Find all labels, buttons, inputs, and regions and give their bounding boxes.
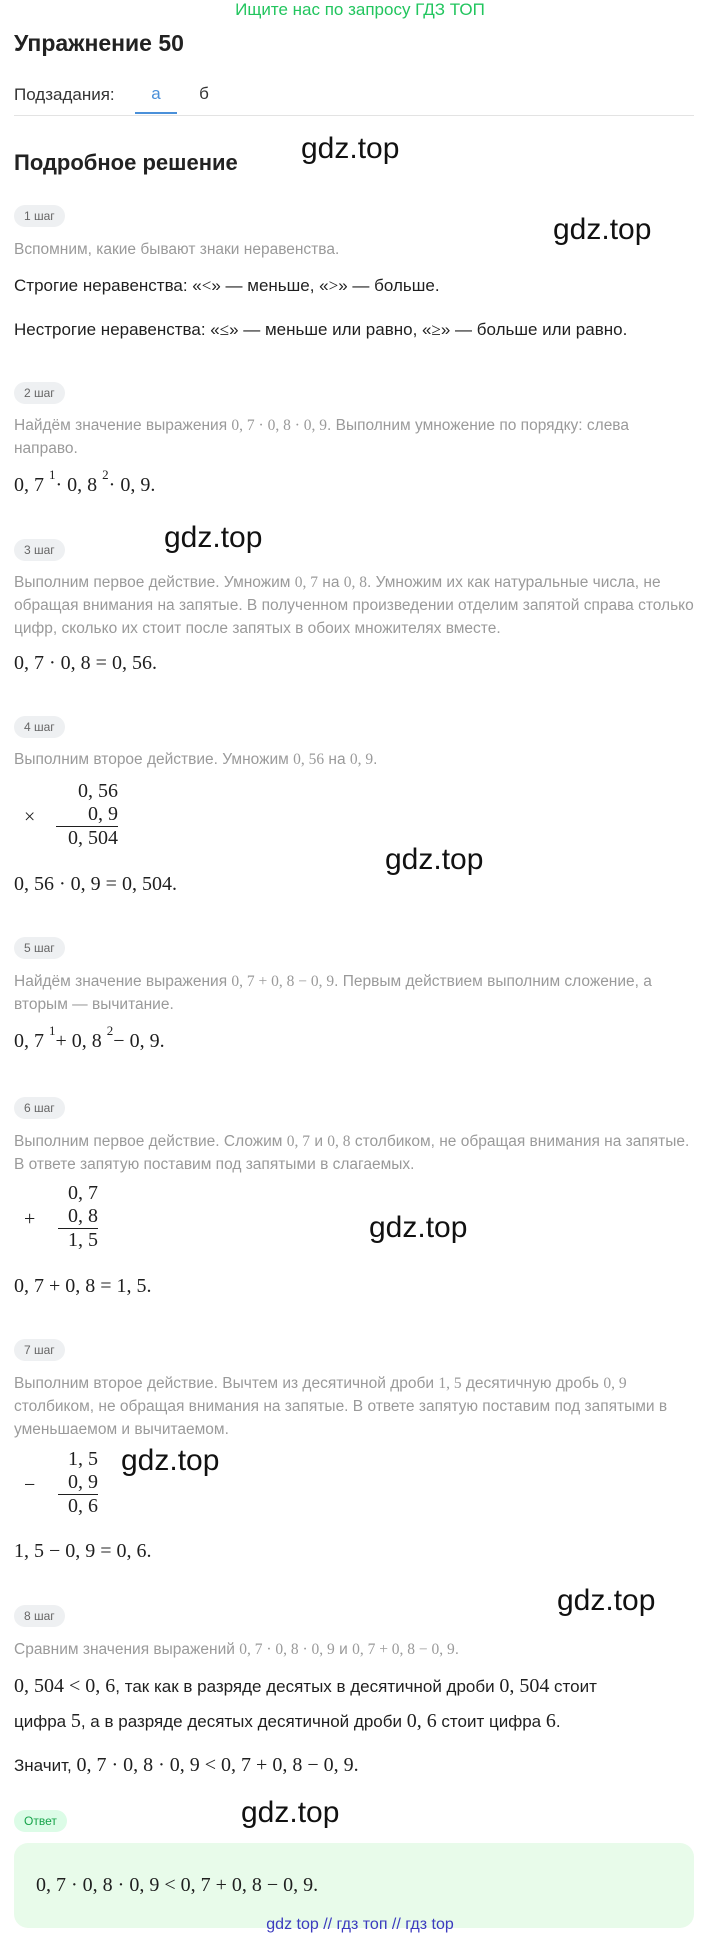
column-multiplication: 0, 56 0, 9 0, 504: [40, 780, 118, 850]
multiply-operator: ×: [24, 806, 36, 828]
plus-operator: +: [24, 1208, 36, 1230]
step-badge: 6 шаг: [14, 1097, 65, 1119]
strict-inequalities: Строгие неравенства: «<» — меньше, «>» — больше.: [14, 276, 440, 295]
step-text: Выполним второе действие. Умножим 0, 56 на 0, 9.: [14, 751, 378, 768]
section-title: Подробное решение: [14, 150, 238, 175]
step-badge: 8 шаг: [14, 1605, 65, 1627]
step-badge: 7 шаг: [14, 1339, 65, 1361]
subtasks-label: Подзадания:: [14, 85, 115, 104]
answer-badge: Ответ: [14, 1810, 67, 1832]
step-result: 0, 56 · 0, 9 = 0, 504.: [14, 873, 177, 895]
step-result: 1, 5 − 0, 9 = 0, 6.: [14, 1540, 152, 1562]
watermark: gdz.top: [121, 1444, 220, 1477]
step-text: Выполним первое действие. Сложим 0, 7 и 0, 8 столбиком, не обращая внимания на запятые. В ответе запятую поставим под запятыми в слагаемых.: [14, 1133, 690, 1173]
step-text: Сравним значения выражений 0, 7 · 0, 8 · 0, 9 и 0, 7 + 0, 8 − 0, 9.: [14, 1641, 460, 1658]
step-badge: 4 шаг: [14, 716, 65, 738]
comparison-line-1: 0, 504 < 0, 6, так как в разряде десятых в десятичной дроби 0, 504 стоит: [14, 1675, 597, 1697]
tab-b[interactable]: б: [199, 84, 209, 103]
watermark: gdz.top: [301, 132, 400, 165]
step-badge: 2 шаг: [14, 382, 65, 404]
expression-order: 0, 7 $^1$· 0, 8 $^2$· 0, 9.: [14, 467, 156, 496]
step-text: Выполним первое действие. Умножим 0, 7 на 0, 8. Умножим их как натуральные числа, не обращая внимания на запятые. В полученном произведении отделим запятой справа столько цифр, сколько их стоит после запятых в обоих множителях вместе.: [14, 574, 694, 637]
comparison-line-2: цифра 5, а в разряде десятых десятичной дроби 0, 6 стоит цифра 6.: [14, 1710, 561, 1732]
step-text: Вспомним, какие бывают знаки неравенства.: [14, 241, 340, 258]
step-badge: 5 шаг: [14, 937, 65, 959]
conclusion: Значит, 0, 7 · 0, 8 · 0, 9 < 0, 7 + 0, 8 − 0, 9.: [14, 1754, 359, 1776]
nonstrict-inequalities: Нестрогие неравенства: «≤» — меньше или равно, «≥» — больше или равно.: [14, 320, 628, 339]
column-addition: 0, 7 0, 8 1, 5: [58, 1182, 98, 1252]
watermark: gdz.top: [385, 843, 484, 876]
watermark: gdz.top: [557, 1584, 656, 1617]
divider: [14, 115, 694, 116]
page-title: Упражнение 50: [14, 30, 184, 56]
footer-links[interactable]: gdz top // гдз топ // гдз top: [266, 1916, 454, 1933]
watermark: gdz.top: [164, 521, 263, 554]
step-text: Найдём значение выражения 0, 7 · 0, 8 · 0, 9. Выполним умножение по порядку: слева направо.: [14, 417, 629, 457]
tab-a[interactable]: а: [151, 84, 161, 103]
step-result: 0, 7 + 0, 8 = 1, 5.: [14, 1275, 152, 1297]
expression-order: 0, 7 $^1$+ 0, 8 $^2$− 0, 9.: [14, 1023, 165, 1052]
answer-text: 0, 7 · 0, 8 · 0, 9 < 0, 7 + 0, 8 − 0, 9.: [36, 1874, 319, 1896]
step-result: 0, 7 · 0, 8 = 0, 56.: [14, 652, 157, 674]
step-badge: 3 шаг: [14, 539, 65, 561]
active-tab-indicator: [135, 112, 177, 114]
watermark: gdz.top: [241, 1796, 340, 1829]
step-badge: 1 шаг: [14, 205, 65, 227]
search-banner[interactable]: Ищите нас по запросу ГДЗ ТОП: [235, 0, 485, 19]
step-text: Найдём значение выражения 0, 7 + 0, 8 − 0, 9. Первым действием выполним сложение, а вторым — вычитание.: [14, 973, 652, 1013]
watermark: gdz.top: [369, 1211, 468, 1244]
watermark: gdz.top: [553, 213, 652, 246]
minus-operator: −: [24, 1474, 36, 1496]
column-subtraction: 1, 5 0, 9 0, 6: [58, 1448, 98, 1518]
step-text: Выполним второе действие. Вычтем из десятичной дроби 1, 5 десятичную дробь 0, 9 столбиком, не обращая внимания на запятые. В ответе запятую поставим под запятыми в уменьшаемом и вычитаемом.: [14, 1375, 668, 1438]
